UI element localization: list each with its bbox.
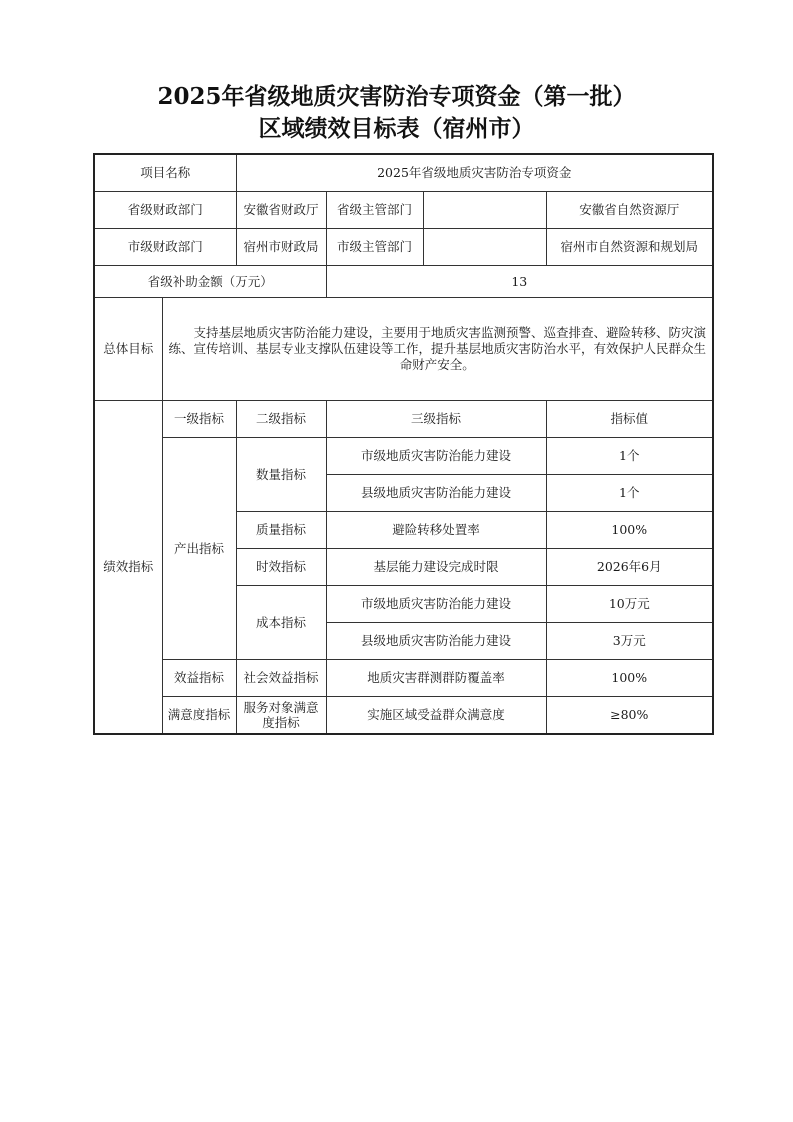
- q1-value: 1个: [546, 438, 713, 475]
- q1-name: 市级地质灾害防治能力建设: [326, 438, 546, 475]
- table-row: [94, 660, 713, 697]
- c2-value: 3万元: [546, 623, 713, 660]
- table-row: [94, 438, 713, 475]
- perf-label: 绩效指标: [94, 401, 162, 735]
- prov-dept-cell: [326, 192, 546, 229]
- q2-name: 县级地质灾害防治能力建设: [326, 475, 546, 512]
- output-label: 产出指标: [162, 438, 236, 660]
- city-finance-label: 市级财政部门: [94, 229, 236, 266]
- city-dept-cell: [326, 229, 546, 266]
- social-label: 社会效益指标: [236, 660, 326, 697]
- table-row: [94, 192, 713, 229]
- cost-label: 成本指标: [236, 586, 326, 660]
- table-row: [94, 229, 713, 266]
- table-row: [94, 401, 713, 438]
- social-value: 100%: [546, 660, 713, 697]
- performance-target-table: [93, 153, 714, 735]
- time-name: 基层能力建设完成时限: [326, 549, 546, 586]
- c1-value: 10万元: [546, 586, 713, 623]
- doc-title-line1: 2025年省级地质灾害防治专项资金（第一批）: [157, 83, 636, 110]
- subsidy-value: 13: [326, 266, 713, 298]
- sat-name: 实施区域受益群众满意度: [326, 697, 546, 735]
- overall-goal-text: 支持基层地质灾害防治能力建设，主要用于地质灾害监测预警、巡查排查、避险转移、防灾演练、宣传培训、基层专业支撑队伍建设等工作，提升基层地质灾害防治水平，有效保护人民群众生命财产安全。: [162, 298, 713, 401]
- satisfaction-label: 满意度指标: [162, 697, 236, 735]
- city-dept-label: 市级主管部门: [327, 229, 424, 265]
- header-level2: 二级指标: [236, 401, 326, 438]
- service-label: 服务对象满意度指标: [236, 697, 326, 735]
- quality-name: 避险转移处置率: [326, 512, 546, 549]
- prov-finance-value: 安徽省财政厅: [243, 202, 319, 217]
- c1-name: 市级地质灾害防治能力建设: [326, 586, 546, 623]
- q2-value: 1个: [546, 475, 713, 512]
- project-name-value: 2025年省级地质灾害防治专项资金: [236, 154, 713, 192]
- sat-value: ≥80%: [546, 697, 713, 735]
- table-row: [94, 154, 713, 192]
- project-name-label: 项目名称: [94, 154, 236, 192]
- doc-title-line2: 区域绩效目标表（宿州市）: [258, 115, 535, 142]
- subsidy-label: 省级补助金额（万元）: [94, 266, 326, 298]
- table-row: [94, 266, 713, 298]
- table-row: [94, 697, 713, 735]
- prov-dept-label: 省级主管部门: [327, 192, 424, 228]
- timeliness-label: 时效指标: [236, 549, 326, 586]
- quality-value: 100%: [546, 512, 713, 549]
- overall-goal-label: 总体目标: [94, 298, 162, 401]
- header-level3: 三级指标: [326, 401, 546, 438]
- c2-name: 县级地质灾害防治能力建设: [326, 623, 546, 660]
- city-finance-value: 宿州市财政局: [236, 229, 326, 266]
- social-name: 地质灾害群测群防覆盖率: [326, 660, 546, 697]
- benefit-label: 效益指标: [162, 660, 236, 697]
- prov-finance-label: 省级财政部门: [94, 192, 236, 229]
- city-dept-value: 宿州市自然资源和规划局: [546, 229, 713, 266]
- header-value: 指标值: [546, 401, 713, 438]
- prov-dept-value: 安徽省自然资源厅: [546, 192, 713, 229]
- prov-finance-cell: [236, 192, 326, 229]
- header-level1: 一级指标: [162, 401, 236, 438]
- time-value: 2026年6月: [546, 549, 713, 586]
- quantity-label: 数量指标: [236, 438, 326, 512]
- table-row: [94, 298, 713, 401]
- quality-label: 质量指标: [236, 512, 326, 549]
